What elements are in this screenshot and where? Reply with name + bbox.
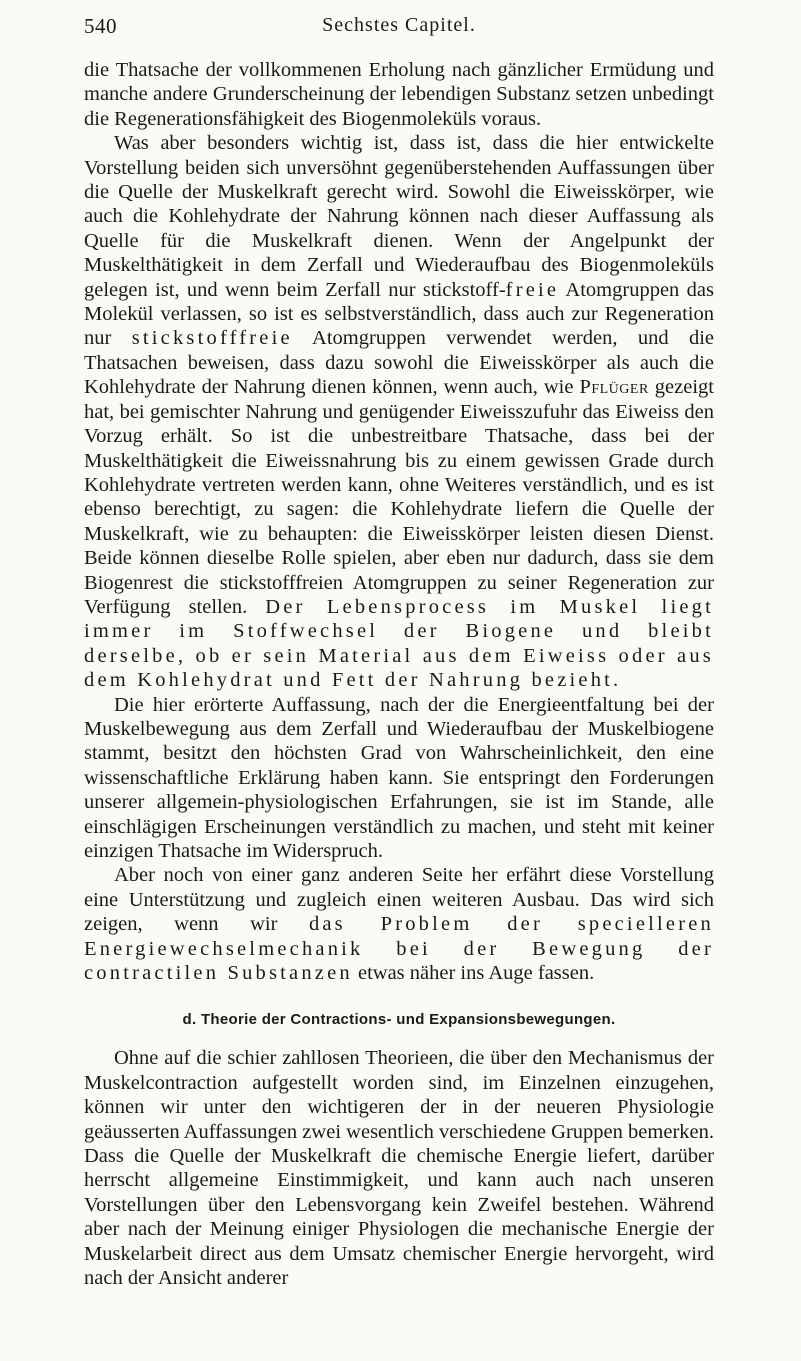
author-name-pflueger: Pflüger (579, 376, 649, 399)
paragraph-3: Die hier erörterte Auffassung, nach der die Energieentfaltung bei der Muskelbewegung aus dem Zerfall und Wiederaufbau der Muskelbiogene stammt, besitzt den höchsten Grad von Wahrscheinlichkeit, den eine wissenschaftliche Erklärung haben kann. Sie entspringt den Forderungen unserer allgemein-physiologischen Erfahrungen, sie ist im Stande, alle einschlägigen Erscheinungen verständlich zu machen, und steht mit keiner einzigen Thatsache im Widerspruch. (84, 693, 714, 862)
paragraph-5: Ohne auf die schier zahllosen Theorieen, die über den Mechanismus der Muskelcontraction aufgestellt worden sind, im Einzelnen einzugehen, können wir unter den wichtigeren der in der neueren Physiologie geäusserten Auffassungen zwei wesentlich verschiedene Gruppen bemerken. Dass die Quelle der Muskelkraft die chemische Energie liefert, darüber herrscht allgemeine Einstimmigkeit, und kann auch nach unseren Vorstellungen über den Lebensvorgang kein Zweifel bestehen. Während aber nach der Meinung einiger Physiologen die mechanische Energie der Muskelarbeit direct aus dem Umsatz chemischer Energie hervorgeht, wird nach der Ansicht anderer (84, 1047, 714, 1290)
paragraph-2-text-1: Was aber besonders wichtig ist, dass ist, dass die hier entwickelte Vorstellung beiden sich unversöhnt gegenüberstehenden Auffassungen über die Quelle der Muskelkraft gerecht wird. Sowohl die Eiweisskörper, wie auch die Kohlehydrate der Nahrung können nach dieser Auffassung als Quelle für die Muskelkraft dienen. Wenn der Angelpunkt der Muskelthätigkeit in dem Zerfall und Wiederaufbau des Biogenmoleküls gelegen ist, und wenn beim Zerfall nur stickstoff- (84, 132, 714, 301)
paragraph-2-text-3: Atomgruppen verwendet werden, und die Thatsachen beweisen, dass dazu sowohl die Eiweisskörper als auch die Kohlehydrate der Nahrung dienen können, wenn auch, wie (84, 327, 714, 399)
paragraph-2 (84, 131, 714, 692)
paragraph-4-text-1: Aber noch von einer ganz anderen Seite her erfährt diese Vorstellung eine Unterstützung und zugleich einen weiteren Ausbau. Das wird sich zeigen, wenn wir (84, 864, 714, 936)
page-number: 540 (84, 14, 117, 38)
emphasis-lebensprocess-statement: Der Lebensprocess im Muskel liegt immer im Stoffwechsel der Biogene und bleibt derselbe, ob er sein Material aus dem Eiweiss oder aus dem Kohlehydrat und Fett der Nahrung bezieht. (84, 595, 714, 692)
emphasis-freie: freie (505, 278, 560, 301)
page-header (84, 14, 714, 44)
paragraph-1: die Thatsache der vollkommenen Erholung nach gänzlicher Ermüdung und manche andere Grunderscheinung der lebendigen Substanz setzen unbedingt die Regenerationsfähigkeit des Biogenmoleküls voraus. (84, 59, 714, 130)
paragraph-2-text-4: gezeigt hat, bei gemischter Nahrung und genügender Eiweisszufuhr das Eiweiss den Vorzug erhält. So ist die unbestreitbare Thatsache, dass bei der Muskelthätigkeit die Eiweissnahrung bis zu einem gewissen Grade durch Kohlehydrate vertreten werden kann, ohne Weiteres verständlich, und es ist ebenso berechtigt, zu sagen: die Kohlehydrate liefern die Quelle der Muskelkraft, wie zu behaupten: die Eiweisskörper leisten diesen Dienst. Beide können dieselbe Rolle spielen, aber eben nur dadurch, dass sie dem Biogenrest die stickstofffreien Atomgruppen zu seiner Regeneration zur Verfügung stellen. (84, 376, 714, 618)
emphasis-stickstofffreie: stickstofffreie (131, 327, 293, 350)
running-head: Sechstes Capitel. (322, 14, 476, 36)
section-heading: d. Theorie der Contractions- und Expansionsbewegungen. (182, 1011, 616, 1029)
paragraph-4-text-2: etwas näher ins Auge fassen. (352, 962, 595, 985)
paragraph-2-text-2: Atomgruppen das Molekül verlassen, so ist es selbstverständlich, dass auch zur Regeneration nur (84, 278, 714, 350)
paragraph-4 (84, 863, 714, 985)
emphasis-problem-statement: das Problem der specielleren Energiewechselmechanik bei der Bewegung der contractilen Substanzen (84, 913, 714, 985)
page-body (84, 58, 714, 1291)
